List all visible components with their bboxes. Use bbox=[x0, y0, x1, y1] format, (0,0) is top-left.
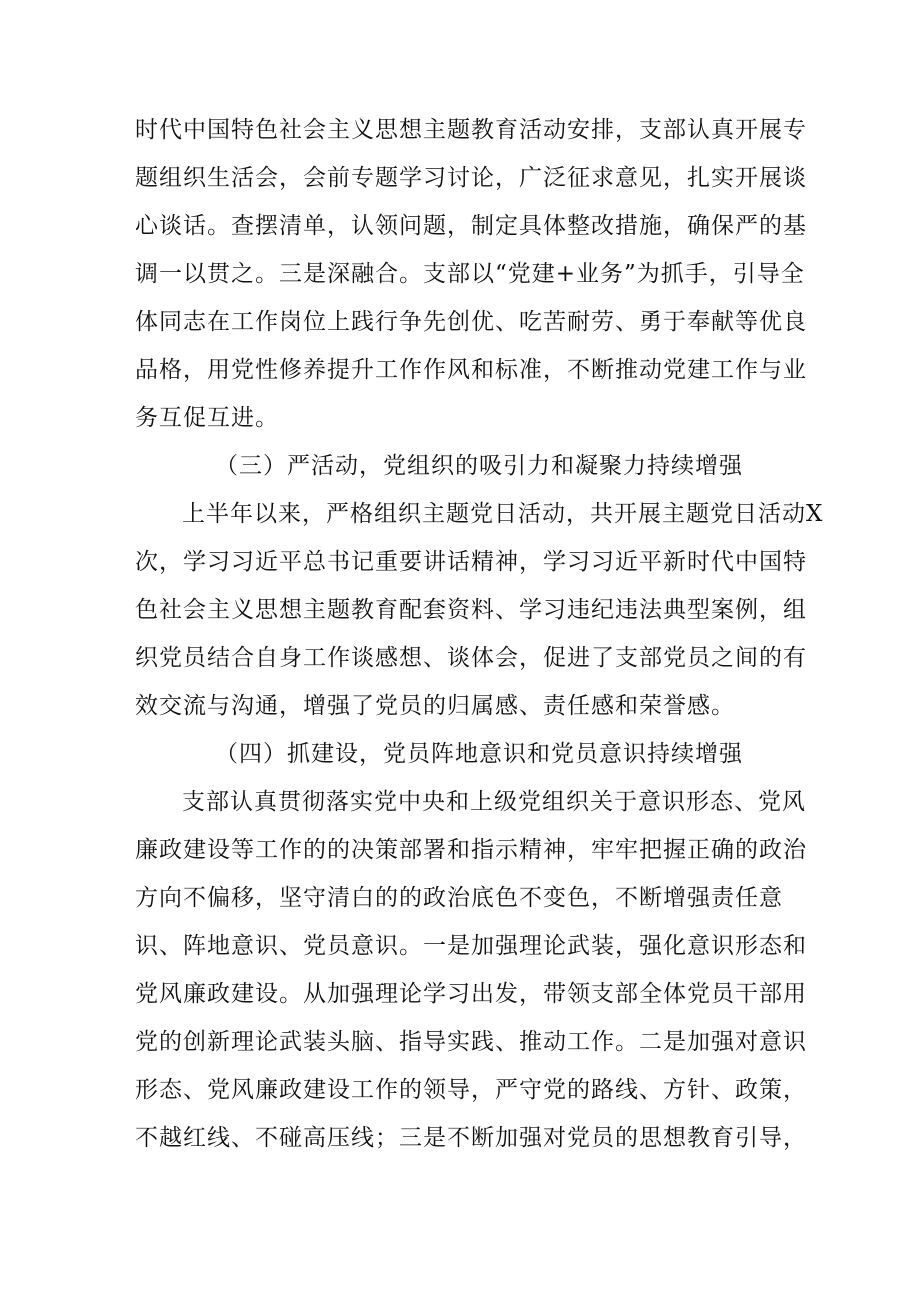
text-line: 务互促互进。 bbox=[135, 405, 279, 431]
text-line: 廉政建设等工作的的决策部署和指示精神，牢牢把握正确的政治 bbox=[135, 837, 807, 863]
text-line: 效交流与沟通，增强了党员的归属感、责任感和荣誉感。 bbox=[135, 693, 735, 719]
text-line: 方向不偏移，坚守清白的的政治底色不变色，不断增强责任意 bbox=[135, 885, 783, 911]
text-line: 党的创新理论武装头脑、指导实践、推动工作。二是加强对意识 bbox=[135, 1029, 807, 1055]
text-line: 不越红线、不碰高压线；三是不断加强对党员的思想教育引导， bbox=[135, 1125, 807, 1151]
text-line: 题组织生活会，会前专题学习讨论，广泛征求意见，扎实开展谈 bbox=[135, 165, 807, 191]
text-line: 体同志在工作岗位上践行争先创优、吃苦耐劳、勇于奉献等优良 bbox=[135, 309, 807, 335]
section-heading: （四）抓建设，党员阵地意识和党员意识持续增强 bbox=[215, 741, 743, 767]
text-line: 色社会主义思想主题教育配套资料、学习违纪违法典型案例，组 bbox=[135, 597, 807, 623]
text-line: 时代中国特色社会主义思想主题教育活动安排，支部认真开展专 bbox=[135, 117, 807, 143]
text-line: 党风廉政建设。从加强理论学习出发，带领支部全体党员干部用 bbox=[135, 981, 807, 1007]
text-line: 织党员结合自身工作谈感想、谈体会，促进了支部党员之间的有 bbox=[135, 645, 807, 671]
paragraph-first-line: 支部认真贯彻落实党中央和上级党组织关于意识形态、党风 bbox=[182, 789, 806, 815]
text-line: 心谈话。查摆清单，认领问题，制定具体整改措施，确保严的基 bbox=[135, 213, 807, 239]
text-line: 调一以贯之。三是深融合。支部以“党建+业务”为抓手，引导全 bbox=[135, 261, 805, 287]
text-line: 形态、党风廉政建设工作的领导，严守党的路线、方针、政策， bbox=[135, 1077, 807, 1103]
text-line: 品格，用党性修养提升工作作风和标准，不断推动党建工作与业 bbox=[135, 357, 807, 383]
section-heading: （三）严活动，党组织的吸引力和凝聚力持续增强 bbox=[215, 453, 743, 479]
paragraph-first-line: 上半年以来，严格组织主题党日活动，共开展主题党日活动X bbox=[182, 501, 824, 527]
text-line: 次，学习习近平总书记重要讲话精神，学习习近平新时代中国特 bbox=[135, 549, 807, 575]
text-line: 识、阵地意识、党员意识。一是加强理论武装，强化意识形态和 bbox=[135, 933, 807, 959]
